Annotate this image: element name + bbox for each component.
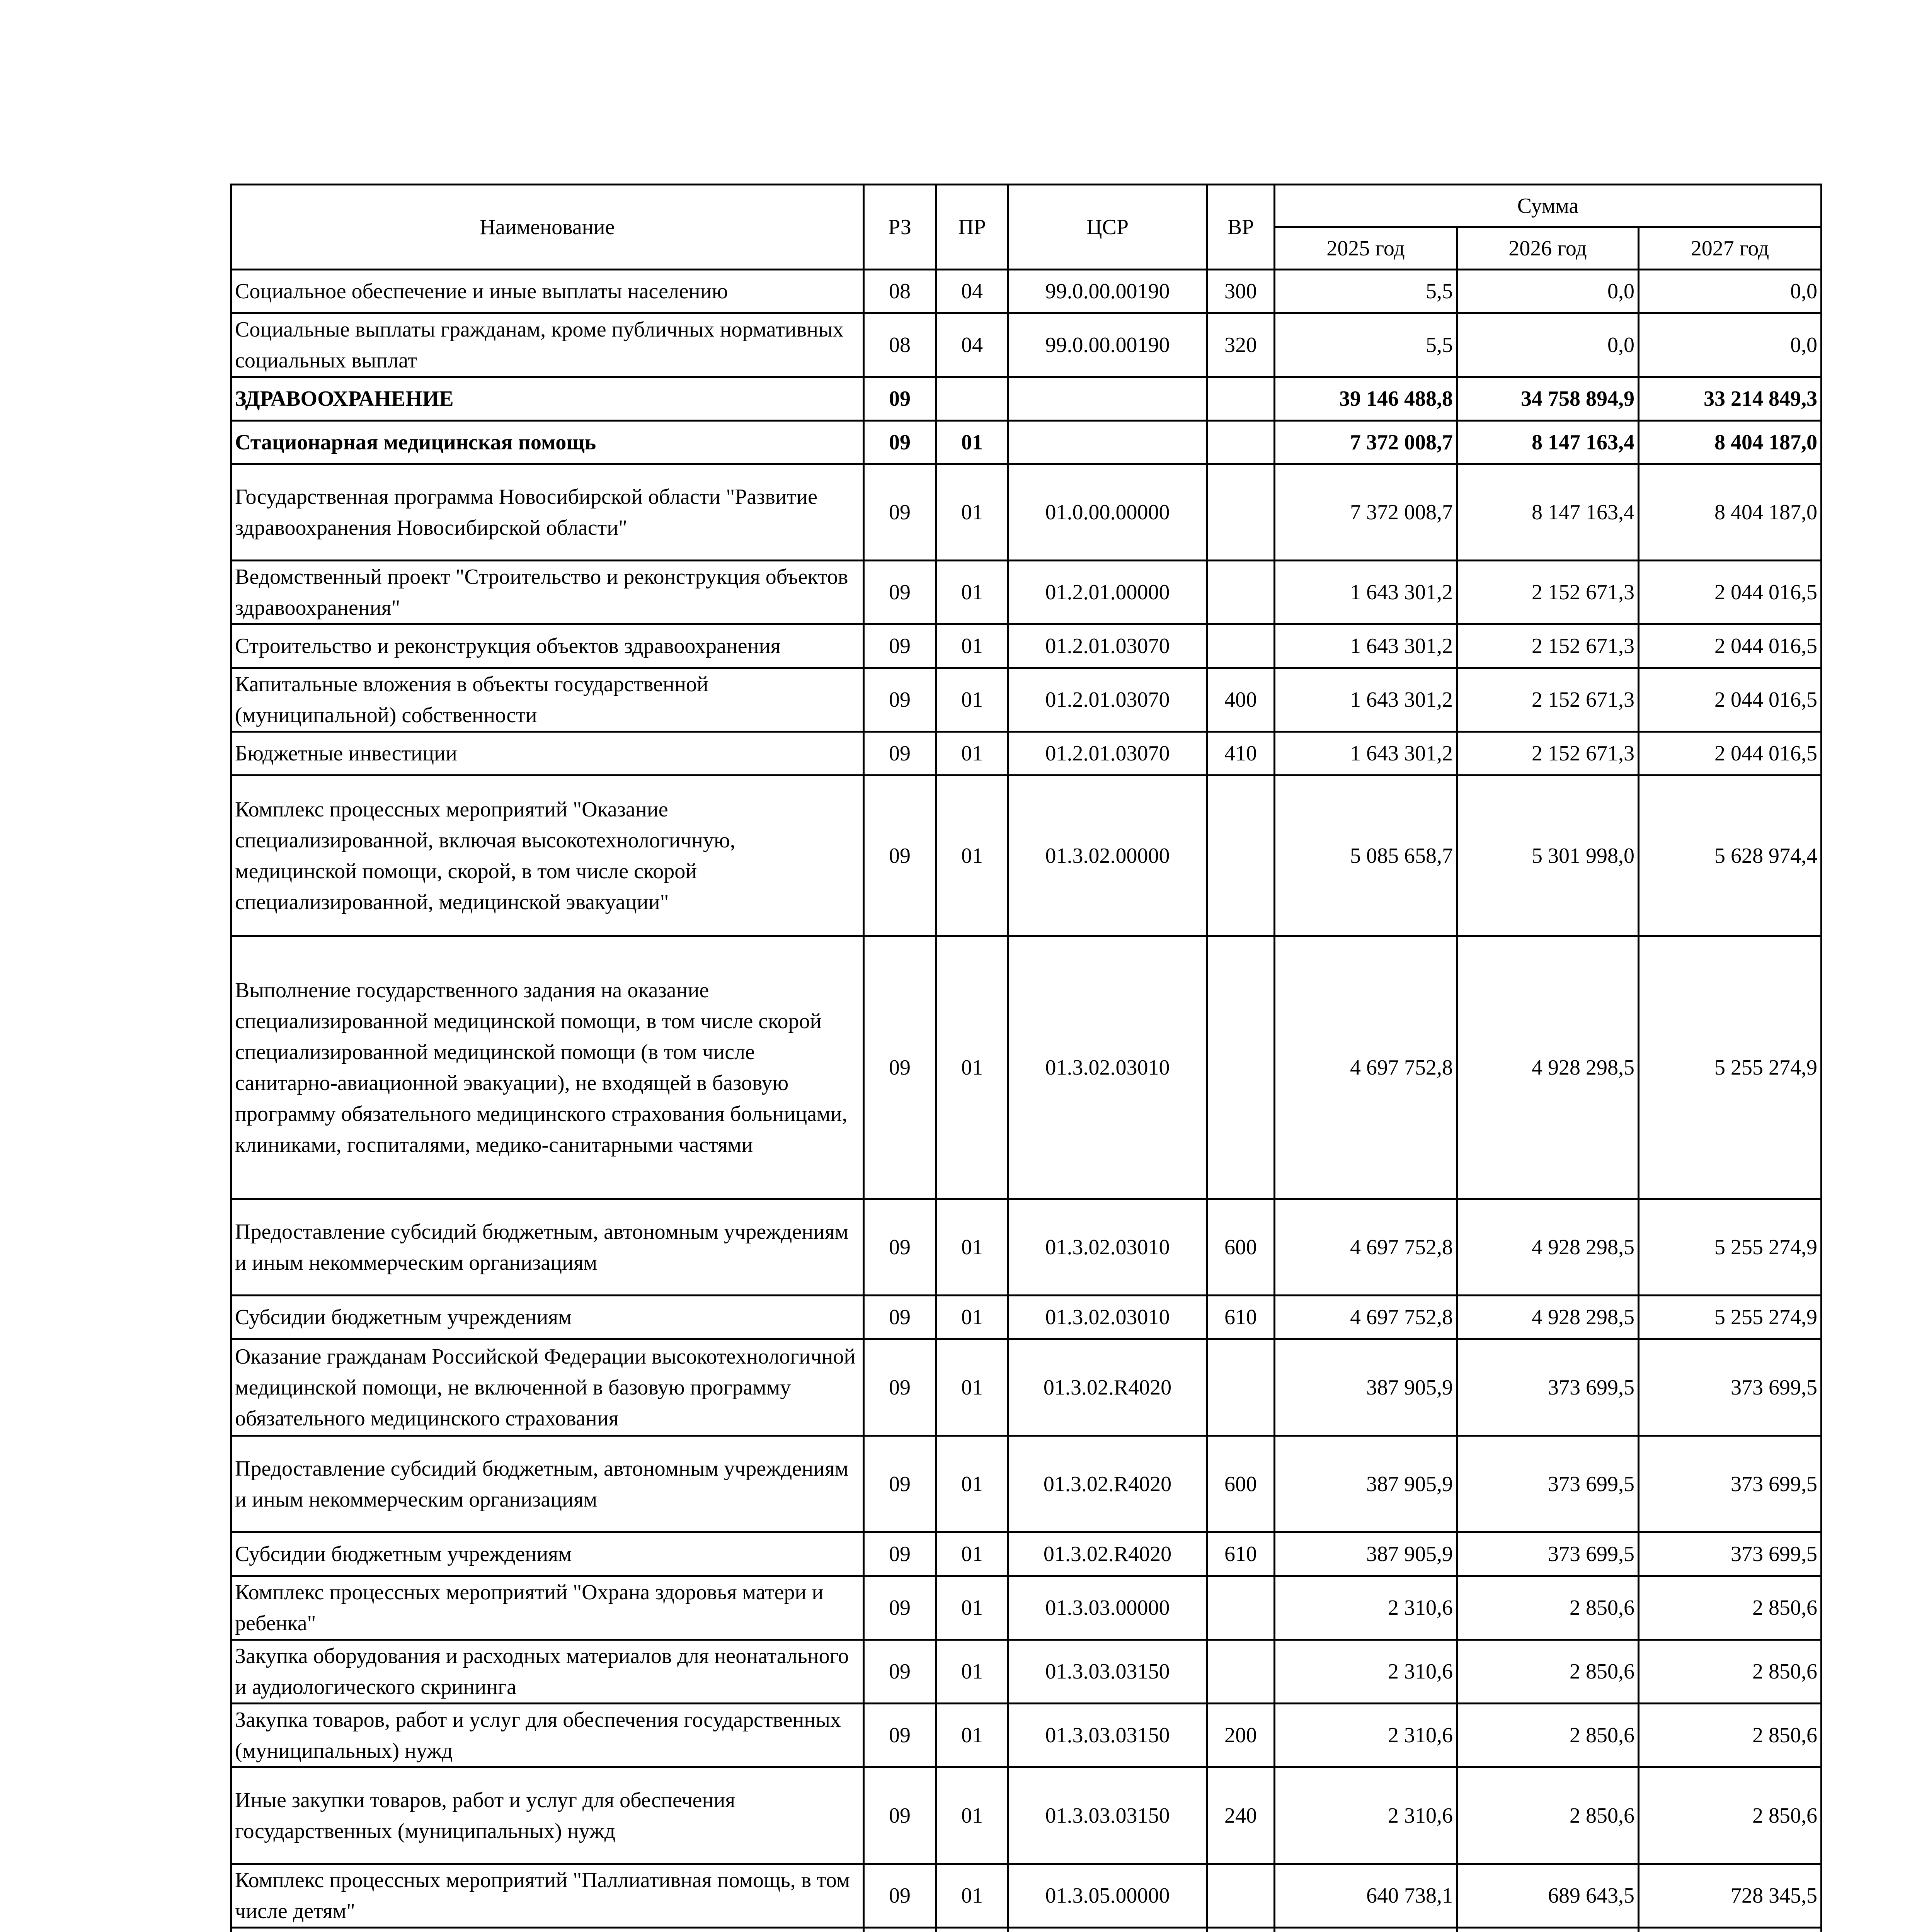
cell-name: Предоставление субсидий бюджетным, автономным учреждениям и иным некоммерческим организациям: [231, 1436, 864, 1532]
cell-2026: 373 699,5: [1457, 1339, 1639, 1436]
cell-name: Комплекс процессных мероприятий "Охрана здоровья матери и ребенка": [231, 1576, 864, 1640]
table-row: [231, 421, 1822, 464]
cell-rz: 09: [864, 1436, 936, 1532]
cell-2027: 373 699,5: [1639, 1436, 1822, 1532]
cell-2027: 0,0: [1639, 313, 1822, 377]
cell-name: Закупка оборудования и расходных материалов для неонатального и аудиологического скрининга: [231, 1640, 864, 1704]
cell-2025: 1 643 301,2: [1275, 561, 1457, 624]
cell-2025: 2 310,6: [1275, 1767, 1457, 1864]
cell-2026: 2 152 671,3: [1457, 624, 1639, 668]
cell-2025: 4 697 752,8: [1275, 1296, 1457, 1339]
cell-name: Субсидии бюджетным учреждениям: [231, 1532, 864, 1576]
cell-rz: 09: [864, 1296, 936, 1339]
cell-2025: 387 905,9: [1275, 1436, 1457, 1532]
cell-vr: [1207, 1864, 1275, 1928]
cell-2026: 2 152 671,3: [1457, 732, 1639, 776]
cell-name: [231, 1928, 864, 1932]
cell-pr: 01: [936, 624, 1008, 668]
cell-csr: 01.3.02.R4020: [1008, 1532, 1207, 1576]
cell-pr: 01: [936, 1436, 1008, 1532]
cell-pr: 01: [936, 464, 1008, 561]
table-row: [231, 1199, 1822, 1296]
cell-vr: 600: [1207, 1436, 1275, 1532]
cell-2026: 2 152 671,3: [1457, 668, 1639, 732]
header-year-2025: 2025 год: [1275, 227, 1457, 270]
table-row: [231, 377, 1822, 421]
cell-csr: 01.3.03.03150: [1008, 1640, 1207, 1704]
cell-2027: 2 044 016,5: [1639, 561, 1822, 624]
cell-csr: 01.2.01.03070: [1008, 668, 1207, 732]
cell-name: Бюджетные инвестиции: [231, 732, 864, 776]
header-csr: ЦСР: [1008, 185, 1207, 270]
cell-vr: 600: [1207, 1199, 1275, 1296]
cell-vr: [1207, 377, 1275, 421]
cell-2025: 387 905,9: [1275, 1339, 1457, 1436]
cell-rz: 09: [864, 421, 936, 464]
cell-name: Государственная программа Новосибирской области "Развитие здравоохранения Новосибирской области": [231, 464, 864, 561]
cell-pr: 01: [936, 1339, 1008, 1436]
cell-2026: [1457, 1928, 1639, 1932]
cell-2025: 4 697 752,8: [1275, 936, 1457, 1199]
table-row: [231, 1704, 1822, 1767]
cell-2025: 5,5: [1275, 270, 1457, 313]
cell-2027: 2 850,6: [1639, 1640, 1822, 1704]
table-row: [231, 1339, 1822, 1436]
cell-2025: 4 697 752,8: [1275, 1199, 1457, 1296]
cell-pr: 01: [936, 1199, 1008, 1296]
budget-table: [230, 184, 1822, 1932]
table-row: [231, 1864, 1822, 1928]
cell-vr: 610: [1207, 1532, 1275, 1576]
cell-rz: 09: [864, 1864, 936, 1928]
table-header: [231, 185, 1822, 270]
cell-2025: 1 643 301,2: [1275, 732, 1457, 776]
cell-csr: 01.2.01.03070: [1008, 732, 1207, 776]
cell-vr: 200: [1207, 1704, 1275, 1767]
cell-name: ЗДРАВООХРАНЕНИЕ: [231, 377, 864, 421]
cell-rz: 09: [864, 936, 936, 1199]
table-row: [231, 464, 1822, 561]
cell-name: Стационарная медицинская помощь: [231, 421, 864, 464]
cell-csr: 99.0.00.00190: [1008, 313, 1207, 377]
cell-rz: 09: [864, 624, 936, 668]
cell-name: Комплекс процессных мероприятий "Оказание специализированной, включая высокотехнологичную, медицинской помощи, скорой, в том числе скорой специализированной, медицинской эвакуации": [231, 776, 864, 936]
cell-2027: 2 044 016,5: [1639, 624, 1822, 668]
cell-2025: 387 905,9: [1275, 1532, 1457, 1576]
cell-vr: 410: [1207, 732, 1275, 776]
cell-2025: [1275, 1928, 1457, 1932]
cell-2027: [1639, 1928, 1822, 1932]
table-row: [231, 1436, 1822, 1532]
cell-2027: 5 255 274,9: [1639, 1296, 1822, 1339]
cell-csr: 01.3.03.00000: [1008, 1576, 1207, 1640]
cell-2027: 0,0: [1639, 270, 1822, 313]
cell-2025: 7 372 008,7: [1275, 464, 1457, 561]
cell-rz: 09: [864, 1339, 936, 1436]
table-row: [231, 1928, 1822, 1932]
cell-rz: 09: [864, 776, 936, 936]
cell-pr: 01: [936, 421, 1008, 464]
cell-name: Социальные выплаты гражданам, кроме публичных нормативных социальных выплат: [231, 313, 864, 377]
table-row: [231, 624, 1822, 668]
cell-pr: [936, 1928, 1008, 1932]
cell-2027: 5 628 974,4: [1639, 776, 1822, 936]
cell-rz: 09: [864, 377, 936, 421]
cell-csr: 01.3.02.R4020: [1008, 1436, 1207, 1532]
cell-2026: 8 147 163,4: [1457, 421, 1639, 464]
cell-2025: 5,5: [1275, 313, 1457, 377]
cell-csr: 01.3.02.03010: [1008, 1199, 1207, 1296]
cell-2026: 2 850,6: [1457, 1704, 1639, 1767]
cell-csr: 01.2.01.03070: [1008, 624, 1207, 668]
cell-vr: [1207, 1339, 1275, 1436]
cell-vr: [1207, 776, 1275, 936]
header-name: Наименование: [231, 185, 864, 270]
cell-2027: 8 404 187,0: [1639, 421, 1822, 464]
cell-vr: [1207, 936, 1275, 1199]
cell-csr: 01.3.02.03010: [1008, 1296, 1207, 1339]
cell-name: Ведомственный проект "Строительство и реконструкция объектов здравоохранения": [231, 561, 864, 624]
cell-2026: 4 928 298,5: [1457, 1296, 1639, 1339]
cell-rz: 09: [864, 668, 936, 732]
cell-rz: 09: [864, 561, 936, 624]
cell-vr: 400: [1207, 668, 1275, 732]
header-year-2026: 2026 год: [1457, 227, 1639, 270]
cell-vr: [1207, 1576, 1275, 1640]
cell-pr: 01: [936, 1704, 1008, 1767]
cell-2025: 5 085 658,7: [1275, 776, 1457, 936]
cell-2025: 7 372 008,7: [1275, 421, 1457, 464]
cell-2027: 5 255 274,9: [1639, 1199, 1822, 1296]
cell-csr: [1008, 421, 1207, 464]
cell-name: Иные закупки товаров, работ и услуг для обеспечения государственных (муниципальных) нужд: [231, 1767, 864, 1864]
cell-2025: 2 310,6: [1275, 1576, 1457, 1640]
cell-csr: 01.3.02.00000: [1008, 776, 1207, 936]
header-year-2027: 2027 год: [1639, 227, 1822, 270]
cell-vr: [1207, 421, 1275, 464]
cell-2027: 728 345,5: [1639, 1864, 1822, 1928]
cell-2025: 640 738,1: [1275, 1864, 1457, 1928]
header-rz: РЗ: [864, 185, 936, 270]
table-row: [231, 1640, 1822, 1704]
cell-rz: 09: [864, 732, 936, 776]
cell-rz: 08: [864, 270, 936, 313]
cell-pr: 01: [936, 1576, 1008, 1640]
cell-pr: 04: [936, 313, 1008, 377]
cell-csr: 01.3.05.00000: [1008, 1864, 1207, 1928]
cell-vr: 300: [1207, 270, 1275, 313]
cell-rz: 09: [864, 1532, 936, 1576]
cell-2026: 34 758 894,9: [1457, 377, 1639, 421]
cell-2027: 2 044 016,5: [1639, 732, 1822, 776]
cell-vr: 320: [1207, 313, 1275, 377]
cell-rz: 09: [864, 1640, 936, 1704]
cell-2027: 2 850,6: [1639, 1704, 1822, 1767]
cell-2026: 0,0: [1457, 270, 1639, 313]
table-row: [231, 270, 1822, 313]
cell-pr: 01: [936, 1767, 1008, 1864]
cell-2025: 39 146 488,8: [1275, 377, 1457, 421]
table-row: [231, 1576, 1822, 1640]
cell-2027: 5 255 274,9: [1639, 936, 1822, 1199]
cell-name: Закупка товаров, работ и услуг для обеспечения государственных (муниципальных) нужд: [231, 1704, 864, 1767]
cell-2026: 2 152 671,3: [1457, 561, 1639, 624]
table-row: [231, 313, 1822, 377]
cell-name: Капитальные вложения в объекты государственной (муниципальной) собственности: [231, 668, 864, 732]
table-row: [231, 732, 1822, 776]
cell-2027: 2 850,6: [1639, 1767, 1822, 1864]
cell-name: Выполнение государственного задания на оказание специализированной медицинской помощи, в том числе скорой специализированной медицинской помощи (в том числе санитарно-авиационной эвакуации), не входящей в базовую программу обязательного медицинского страхования больницами, клиниками, госпиталями, медико-санитарными частями: [231, 936, 864, 1199]
cell-2027: 373 699,5: [1639, 1532, 1822, 1576]
cell-pr: 04: [936, 270, 1008, 313]
cell-2025: 2 310,6: [1275, 1704, 1457, 1767]
table-row: [231, 1767, 1822, 1864]
cell-name: Субсидии бюджетным учреждениям: [231, 1296, 864, 1339]
table-body: [231, 270, 1822, 1932]
cell-2027: 33 214 849,3: [1639, 377, 1822, 421]
cell-vr: 240: [1207, 1767, 1275, 1864]
header-sum: Сумма: [1275, 185, 1822, 227]
cell-csr: 01.3.02.R4020: [1008, 1339, 1207, 1436]
cell-2026: 4 928 298,5: [1457, 936, 1639, 1199]
cell-name: Комплекс процессных мероприятий "Паллиативная помощь, в том числе детям": [231, 1864, 864, 1928]
cell-name: Предоставление субсидий бюджетным, автономным учреждениям и иным некоммерческим организациям: [231, 1199, 864, 1296]
cell-name: Социальное обеспечение и иные выплаты населению: [231, 270, 864, 313]
cell-pr: 01: [936, 1296, 1008, 1339]
cell-2026: 373 699,5: [1457, 1436, 1639, 1532]
cell-2026: 0,0: [1457, 313, 1639, 377]
cell-csr: 01.0.00.00000: [1008, 464, 1207, 561]
cell-2027: 2 044 016,5: [1639, 668, 1822, 732]
cell-pr: 01: [936, 561, 1008, 624]
cell-2027: 373 699,5: [1639, 1339, 1822, 1436]
cell-2027: 8 404 187,0: [1639, 464, 1822, 561]
cell-vr: [1207, 561, 1275, 624]
header-vr: ВР: [1207, 185, 1275, 270]
cell-2026: 689 643,5: [1457, 1864, 1639, 1928]
table-row: [231, 1296, 1822, 1339]
cell-rz: 08: [864, 313, 936, 377]
cell-pr: 01: [936, 1532, 1008, 1576]
cell-rz: 09: [864, 1199, 936, 1296]
table-row: [231, 668, 1822, 732]
cell-vr: [1207, 1640, 1275, 1704]
cell-2025: 2 310,6: [1275, 1640, 1457, 1704]
cell-2026: 2 850,6: [1457, 1640, 1639, 1704]
cell-csr: 01.3.02.03010: [1008, 936, 1207, 1199]
cell-csr: [1008, 377, 1207, 421]
cell-csr: 01.2.01.00000: [1008, 561, 1207, 624]
cell-pr: 01: [936, 1640, 1008, 1704]
cell-pr: 01: [936, 668, 1008, 732]
table-row: [231, 561, 1822, 624]
cell-name: Оказание гражданам Российской Федерации высокотехнологичной медицинской помощи, не включенной в базовую программу обязательного медицинского страхования: [231, 1339, 864, 1436]
cell-vr: [1207, 1928, 1275, 1932]
cell-pr: [936, 377, 1008, 421]
cell-csr: [1008, 1928, 1207, 1932]
cell-2026: 5 301 998,0: [1457, 776, 1639, 936]
cell-vr: [1207, 464, 1275, 561]
cell-pr: 01: [936, 1864, 1008, 1928]
cell-rz: [864, 1928, 936, 1932]
cell-2026: 8 147 163,4: [1457, 464, 1639, 561]
cell-rz: 09: [864, 1704, 936, 1767]
cell-csr: 01.3.03.03150: [1008, 1704, 1207, 1767]
cell-2025: 1 643 301,2: [1275, 668, 1457, 732]
cell-2027: 2 850,6: [1639, 1576, 1822, 1640]
header-pr: ПР: [936, 185, 1008, 270]
cell-2026: 4 928 298,5: [1457, 1199, 1639, 1296]
cell-pr: 01: [936, 776, 1008, 936]
cell-csr: 99.0.00.00190: [1008, 270, 1207, 313]
cell-2026: 2 850,6: [1457, 1576, 1639, 1640]
cell-2025: 1 643 301,2: [1275, 624, 1457, 668]
cell-pr: 01: [936, 936, 1008, 1199]
cell-rz: 09: [864, 464, 936, 561]
cell-2026: 373 699,5: [1457, 1532, 1639, 1576]
cell-2026: 2 850,6: [1457, 1767, 1639, 1864]
cell-rz: 09: [864, 1767, 936, 1864]
cell-vr: [1207, 624, 1275, 668]
cell-pr: 01: [936, 732, 1008, 776]
cell-name: Строительство и реконструкция объектов здравоохранения: [231, 624, 864, 668]
cell-rz: 09: [864, 1576, 936, 1640]
table-row: [231, 1532, 1822, 1576]
cell-csr: 01.3.03.03150: [1008, 1767, 1207, 1864]
table-row: [231, 936, 1822, 1199]
cell-vr: 610: [1207, 1296, 1275, 1339]
table-row: [231, 776, 1822, 936]
